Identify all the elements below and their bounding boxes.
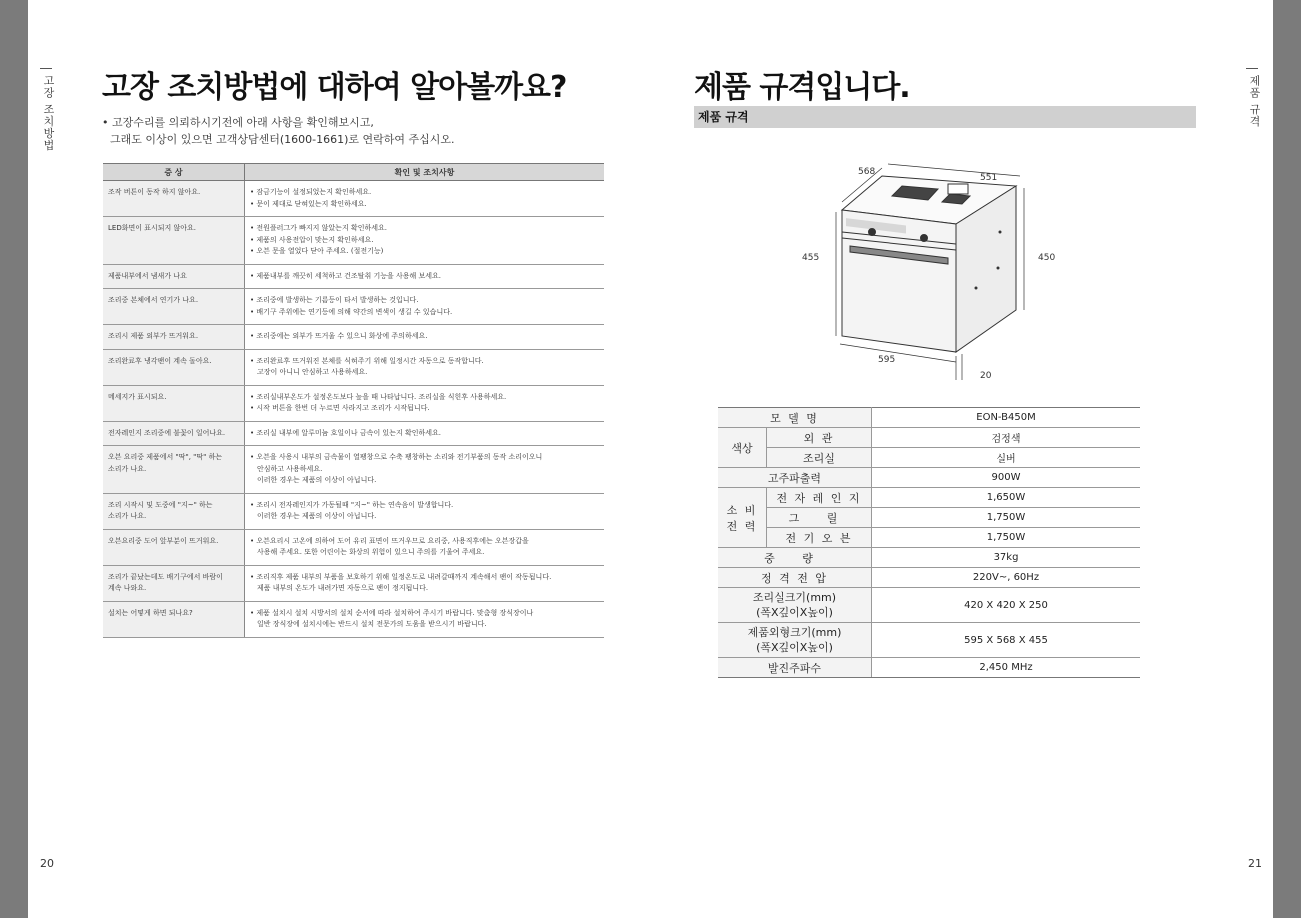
side-tab-label: 고장 조치방법 bbox=[42, 75, 55, 152]
symptom-cell bbox=[103, 264, 245, 289]
column-header-action: 확인 및 조치사항 bbox=[245, 164, 605, 181]
symptom-cell bbox=[103, 421, 245, 446]
symptom-text: 설치는 어떻게 하면 되나요? bbox=[108, 608, 193, 617]
symptom-text: LED화면이 표시되지 않아요. bbox=[108, 224, 197, 232]
spec-label-line: 조리실크기(mm) bbox=[752, 591, 837, 604]
oven-dimension-drawing bbox=[780, 140, 1080, 390]
action-cell bbox=[245, 446, 605, 494]
symptom-cell bbox=[103, 446, 245, 494]
troubleshooting-body bbox=[103, 181, 604, 638]
spec-value: 실버 bbox=[872, 448, 1141, 468]
symptom-cell bbox=[103, 565, 245, 601]
table-row bbox=[103, 529, 604, 565]
spec-value: 1,750W bbox=[872, 528, 1141, 548]
symptom-cell bbox=[103, 289, 245, 325]
intro-line: • 고장수리를 의뢰하시기전에 아래 사항을 확인해보시고, bbox=[102, 116, 374, 129]
action-text: • 조리중에는 외부가 뜨거울 수 있으니 화상에 주의하세요. bbox=[250, 332, 428, 340]
table-row bbox=[103, 217, 604, 265]
page-edge-right bbox=[1273, 0, 1301, 918]
spec-row bbox=[718, 488, 1140, 508]
action-cell bbox=[245, 385, 605, 421]
table-row bbox=[103, 385, 604, 421]
dimension-label: 568 bbox=[858, 167, 876, 177]
spec-value: 검정색 bbox=[872, 428, 1141, 448]
spec-label: 조리실 bbox=[767, 448, 872, 468]
page-edge-left bbox=[0, 0, 28, 918]
page-number-left: 20 bbox=[40, 857, 54, 870]
dimension-label: 595 bbox=[878, 355, 896, 365]
action-text: • 시작 버튼을 한번 더 누르면 사라지고 조리가 시작됩니다. bbox=[250, 404, 430, 412]
symptom-text: 조작 버튼이 동작 하지 않아요. bbox=[108, 188, 201, 196]
action-cell bbox=[245, 264, 605, 289]
symptom-cell bbox=[103, 325, 245, 350]
action-text: • 조리중에 발생하는 기름등이 타서 발생하는 것입니다. bbox=[250, 296, 419, 304]
spec-row bbox=[718, 408, 1140, 428]
table-row bbox=[103, 493, 604, 529]
action-text: 사용해 주세요. 또한 어린이는 화상의 위험이 있으니 주의를 기울여 주세요. bbox=[257, 548, 485, 556]
action-text: • 잠금기능이 설정되었는지 확인하세요. bbox=[250, 188, 372, 196]
spec-label: 모 델 명 bbox=[718, 408, 872, 428]
symptom-text: 조리중 본체에서 연기가 나요. bbox=[108, 296, 199, 304]
symptom-text: 조리완료후 냉각팬이 계속 돌아요. bbox=[108, 356, 212, 365]
spec-label: 전 자 레 인 지 bbox=[767, 488, 872, 508]
dimension-label: 450 bbox=[1038, 253, 1056, 263]
symptom-text: 계속 나와요. bbox=[108, 584, 147, 592]
spec-row bbox=[718, 548, 1140, 568]
action-text: • 전원플러그가 빠지지 않았는지 확인하세요. bbox=[250, 224, 387, 232]
symptom-text: 소리가 나요. bbox=[108, 464, 147, 473]
action-text: 이러한 경우는 제품의 이상이 아닙니다. bbox=[257, 512, 377, 520]
symptom-cell bbox=[103, 601, 245, 637]
symptom-text: 오븐 요리중 제품에서 "딱", "딱" 하는 bbox=[108, 453, 223, 461]
spec-row bbox=[718, 428, 1140, 448]
side-tab-left bbox=[40, 68, 62, 152]
table-row bbox=[103, 601, 604, 637]
intro-text bbox=[102, 114, 455, 148]
action-text: • 배기구 주위에는 연기등에 의해 약간의 변색이 생길 수 있습니다. bbox=[250, 307, 453, 316]
action-cell bbox=[245, 217, 605, 265]
table-row bbox=[103, 421, 604, 446]
action-text: • 문이 제대로 닫혀있는지 확인하세요. bbox=[250, 199, 367, 208]
action-text: • 오븐을 사용시 내부의 금속물이 열팽창으로 수축 팽창하는 소리와 전기부품의 동작 소리이오니 bbox=[250, 453, 543, 461]
spec-label: 고주파출력 bbox=[718, 468, 872, 488]
symptom-text: 전자레인지 조리중에 불꽃이 일어나요. bbox=[108, 428, 226, 437]
symptom-cell bbox=[103, 385, 245, 421]
spec-label: 전 기 오 븐 bbox=[767, 528, 872, 548]
spec-label-line: (폭X깊이X높이) bbox=[756, 606, 833, 619]
action-cell bbox=[245, 601, 605, 637]
spec-label: 정 격 전 압 bbox=[718, 568, 872, 588]
action-text: • 조리시 전자레인지가 가동될때 "지~" 하는 연속음이 발생합니다. bbox=[250, 500, 454, 509]
action-text: • 제품의 사용전압이 맞는지 확인하세요. bbox=[250, 235, 374, 244]
table-row bbox=[103, 565, 604, 601]
page-title: 고장 조치방법에 대하여 알아볼까요? bbox=[102, 70, 567, 105]
symptom-text: 조리가 끝났는데도 배기구에서 바람이 bbox=[108, 572, 223, 581]
dimension-label: 455 bbox=[802, 253, 820, 263]
spec-value: 220V~, 60Hz bbox=[872, 568, 1141, 588]
action-cell bbox=[245, 325, 605, 350]
table-row bbox=[103, 181, 604, 217]
side-tab-right bbox=[1246, 68, 1268, 128]
spec-label: 소 비 전 력 bbox=[718, 488, 767, 548]
spec-row bbox=[718, 588, 1140, 623]
action-cell bbox=[245, 421, 605, 446]
spec-value: 420 X 420 X 250 bbox=[872, 588, 1141, 623]
action-cell bbox=[245, 181, 605, 217]
action-cell bbox=[245, 529, 605, 565]
spec-value: 1,750W bbox=[872, 508, 1141, 528]
action-text: 안심하고 사용하세요. bbox=[257, 464, 323, 473]
spec-row bbox=[718, 508, 1140, 528]
symptom-cell bbox=[103, 529, 245, 565]
spec-row bbox=[718, 528, 1140, 548]
spec-label bbox=[718, 623, 872, 658]
action-cell bbox=[245, 289, 605, 325]
spec-label: 외 관 bbox=[767, 428, 872, 448]
spec-row bbox=[718, 623, 1140, 658]
action-cell bbox=[245, 493, 605, 529]
spec-row bbox=[718, 658, 1140, 678]
action-text: • 제품내부를 깨끗히 세척하고 건조탈취 기능을 사용해 보세요. bbox=[250, 271, 441, 280]
spec-value: 595 X 568 X 455 bbox=[872, 623, 1141, 658]
dimension-label: 551 bbox=[980, 173, 998, 183]
page-title: 제품 규격입니다. bbox=[694, 70, 910, 105]
side-tab-label: 제품 규격 bbox=[1248, 75, 1261, 128]
action-text: • 오븐 문을 열었다 닫아 주세요. (절전기능) bbox=[250, 247, 384, 255]
table-row bbox=[103, 446, 604, 494]
spec-label-line: (폭X깊이X높이) bbox=[756, 641, 833, 654]
symptom-cell bbox=[103, 349, 245, 385]
section-header: 제품 규격 bbox=[694, 106, 1196, 128]
table-row bbox=[103, 264, 604, 289]
spec-row bbox=[718, 568, 1140, 588]
table-row bbox=[103, 289, 604, 325]
action-cell bbox=[245, 565, 605, 601]
spec-label: 색상 bbox=[718, 428, 767, 468]
table-row bbox=[103, 349, 604, 385]
spec-label: 중 량 bbox=[718, 548, 872, 568]
action-text: • 제품 설치시 설치 시방서의 설치 순서에 따라 설치하여 주시기 바랍니다. 맞춤형 장식장이나 bbox=[250, 608, 534, 617]
spec-label: 그 릴 bbox=[767, 508, 872, 528]
symptom-text: 제품내부에서 냄새가 나요 bbox=[108, 271, 187, 280]
spec-label: 발진주파수 bbox=[718, 658, 872, 678]
action-cell bbox=[245, 349, 605, 385]
symptom-cell bbox=[103, 181, 245, 217]
spec-label bbox=[718, 588, 872, 623]
dimension-label: 20 bbox=[980, 371, 992, 381]
symptom-text: 오븐요리중 도어 앞부분이 뜨거워요. bbox=[108, 536, 219, 545]
page-number-right: 21 bbox=[1248, 857, 1262, 870]
action-text: 이러한 경우는 제품의 이상이 아닙니다. bbox=[257, 476, 377, 484]
spec-table bbox=[718, 407, 1140, 678]
symptom-text: 조리 시작시 및 도중에 "지~" 하는 bbox=[108, 500, 213, 509]
spec-value: 37kg bbox=[872, 548, 1141, 568]
spec-value: 1,650W bbox=[872, 488, 1141, 508]
symptom-cell bbox=[103, 493, 245, 529]
intro-line: 그래도 이상이 있으면 고객상담센터(1600-1661)로 연락하여 주십시오. bbox=[110, 133, 455, 146]
symptom-cell bbox=[103, 217, 245, 265]
action-text: • 조리직후 제품 내부의 부품을 보호하기 위해 일정온도로 내려갈때까지 계속해서 팬이 작동됩니다. bbox=[250, 572, 552, 581]
side-tab-marker bbox=[40, 68, 52, 69]
table-header-row bbox=[103, 164, 604, 181]
troubleshooting-table bbox=[103, 163, 604, 638]
action-text: 고장이 아니니 안심하고 사용하세요. bbox=[257, 368, 368, 376]
column-header-symptom: 증 상 bbox=[103, 164, 245, 181]
spec-row bbox=[718, 468, 1140, 488]
action-text: • 오븐요리시 고온에 의하여 도어 유리 표면이 뜨거우므로 요리중, 사용직후에는 오븐장갑을 bbox=[250, 536, 529, 545]
spec-label-line: 제품외형크기(mm) bbox=[747, 626, 842, 639]
action-text: • 조리완료후 뜨거워진 본체를 식혀주기 위해 일정시간 자동으로 동작합니다. bbox=[250, 356, 484, 365]
side-tab-marker bbox=[1246, 68, 1258, 69]
action-text: • 조리실내부온도가 설정온도보다 높을 때 나타납니다. 조리실을 식힌후 사용하세요. bbox=[250, 392, 507, 401]
symptom-text: 조리시 제품 외부가 뜨거워요. bbox=[108, 332, 199, 340]
spec-value: 2,450 MHz bbox=[872, 658, 1141, 678]
action-text: • 조리실 내부에 알루미늄 호일이나 금속이 있는지 확인하세요. bbox=[250, 428, 441, 437]
table-row bbox=[103, 325, 604, 350]
symptom-text: 소리가 나요. bbox=[108, 512, 147, 520]
spec-row bbox=[718, 448, 1140, 468]
spec-value: EON-B450M bbox=[872, 408, 1141, 428]
action-text: 일반 장식장에 설치시에는 반드시 설치 전문가의 도움을 받으시기 바랍니다. bbox=[257, 620, 487, 628]
symptom-text: 메세지가 표시되요. bbox=[108, 392, 167, 401]
action-text: 제품 내부의 온도가 내려가면 자동으로 팬이 정지됩니다. bbox=[257, 584, 429, 592]
spec-value: 900W bbox=[872, 468, 1141, 488]
